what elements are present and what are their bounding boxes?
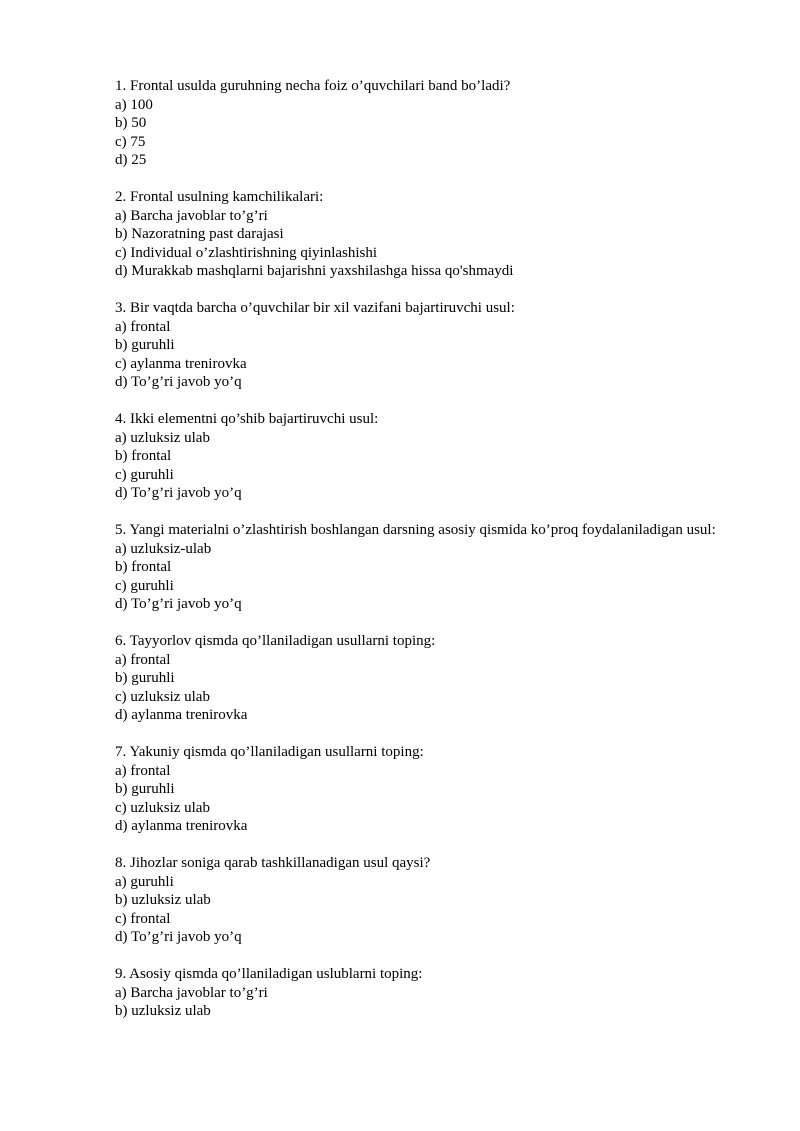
answer-option: c) uzluksiz ulab — [115, 799, 210, 816]
question-text: 6. Tayyorlov qismda qo’llaniladigan usullarni toping: — [115, 633, 436, 649]
answer-option: b) Nazoratning past darajasi — [115, 226, 284, 242]
answer-option: b) guruhli — [115, 670, 175, 686]
question-text: 3. Bir vaqtda barcha o’quvchilar bir xil vazifani bajartiruvchi usul: — [115, 300, 515, 316]
answer-option: c) 75 — [115, 133, 146, 150]
answer-option: a) frontal — [115, 651, 171, 668]
answer-option: a) uzluksiz ulab — [115, 429, 210, 446]
answer-option: b) frontal — [115, 559, 172, 575]
answer-option: d) 25 — [115, 152, 147, 168]
question-7 — [115, 743, 735, 836]
answer-option: c) guruhli — [115, 466, 174, 483]
question-text: 1. Frontal usulda guruhning necha foiz o’quvchilari band bo’ladi? — [115, 78, 511, 94]
question-1 — [115, 77, 735, 170]
question-text: 8. Jihozlar soniga qarab tashkillanadigan usul qaysi? — [115, 855, 431, 871]
answer-option: d) To’g’ri javob yo’q — [115, 596, 242, 612]
answer-option: d) To’g’ri javob yo’q — [115, 485, 242, 501]
answer-option: a) frontal — [115, 762, 171, 779]
answer-option: c) Individual o’zlashtirishning qiyinlashishi — [115, 244, 378, 261]
answer-option: a) Barcha javoblar to’g’ri — [115, 984, 268, 1001]
document-page — [115, 77, 735, 1039]
question-8 — [115, 854, 735, 947]
question-text: 2. Frontal usulning kamchilikalari: — [115, 189, 324, 205]
answer-option: c) frontal — [115, 910, 171, 927]
answer-option: a) uzluksiz-ulab — [115, 540, 212, 557]
question-text: 4. Ikki elementni qo’shib bajartiruvchi usul: — [115, 411, 379, 427]
answer-option: b) frontal — [115, 448, 172, 464]
answer-option: a) Barcha javoblar to’g’ri — [115, 207, 268, 224]
answer-option: d) Murakkab mashqlarni bajarishni yaxshilashga hissa qo'shmaydi — [115, 263, 514, 279]
answer-option: b) 50 — [115, 115, 147, 131]
question-9 — [115, 965, 735, 1021]
answer-option: b) guruhli — [115, 337, 175, 353]
answer-option: b) uzluksiz ulab — [115, 1003, 211, 1019]
question-text: 5. Yangi materialni o’zlashtirish boshlangan darsning asosiy qismida ko’proq foydalaniladigan usul: — [115, 522, 716, 538]
answer-option: c) uzluksiz ulab — [115, 688, 210, 705]
answer-option: d) aylanma trenirovka — [115, 707, 248, 723]
question-6 — [115, 632, 735, 725]
answer-option: b) uzluksiz ulab — [115, 892, 211, 908]
answer-option: a) 100 — [115, 96, 153, 113]
answer-option: a) frontal — [115, 318, 171, 335]
answer-option: c) guruhli — [115, 577, 174, 594]
answer-option: d) To’g’ri javob yo’q — [115, 374, 242, 390]
question-5 — [115, 521, 735, 614]
answer-option: d) To’g’ri javob yo’q — [115, 929, 242, 945]
question-3 — [115, 299, 735, 392]
question-4 — [115, 410, 735, 503]
question-text: 9. Asosiy qismda qo’llaniladigan uslublarni toping: — [115, 966, 423, 982]
question-2 — [115, 188, 735, 281]
answer-option: c) aylanma trenirovka — [115, 355, 247, 372]
answer-option: b) guruhli — [115, 781, 175, 797]
question-text: 7. Yakuniy qismda qo’llaniladigan usullarni toping: — [115, 744, 424, 760]
answer-option: d) aylanma trenirovka — [115, 818, 248, 834]
answer-option: a) guruhli — [115, 873, 174, 890]
